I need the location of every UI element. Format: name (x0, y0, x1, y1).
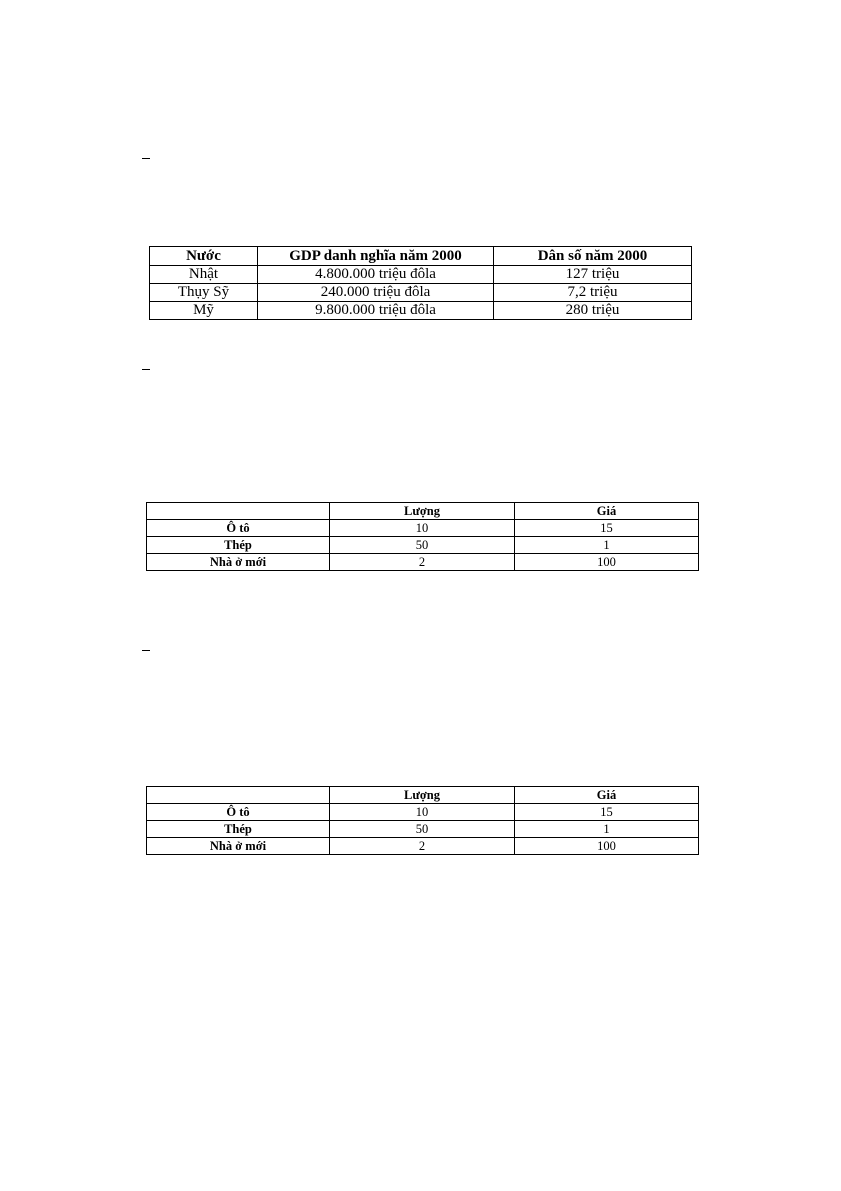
header-blank (147, 787, 330, 804)
table-row (147, 537, 699, 554)
table-cell: 2 (330, 838, 515, 855)
table-cell: 100 (515, 554, 699, 571)
goods-table-1 (146, 502, 699, 571)
table-cell: Mỹ (150, 302, 258, 320)
dash-mark-1 (142, 158, 150, 159)
header-price: Giá (515, 787, 699, 804)
dash-mark-3 (142, 650, 150, 651)
table-cell: 127 triệu (494, 266, 692, 284)
table-row (150, 266, 692, 284)
table-row (150, 284, 692, 302)
dash-mark-2 (142, 369, 150, 370)
table-cell: Ô tô (147, 804, 330, 821)
table-cell: 2 (330, 554, 515, 571)
table-cell: 4.800.000 triệu đôla (258, 266, 494, 284)
header-price: Giá (515, 503, 699, 520)
table-cell: Thụy Sỹ (150, 284, 258, 302)
table-cell: Thép (147, 821, 330, 838)
table-cell: Nhà ở mới (147, 554, 330, 571)
table-row (147, 520, 699, 537)
table-cell: Nhật (150, 266, 258, 284)
table-row (147, 554, 699, 571)
table-row (147, 821, 699, 838)
table-cell: Nhà ở mới (147, 838, 330, 855)
table-cell: 10 (330, 804, 515, 821)
table-cell: 50 (330, 821, 515, 838)
header-blank (147, 503, 330, 520)
table-cell: Ô tô (147, 520, 330, 537)
table-cell: 50 (330, 537, 515, 554)
table-cell: 7,2 triệu (494, 284, 692, 302)
header-gdp: GDP danh nghĩa năm 2000 (258, 247, 494, 266)
table-cell: 240.000 triệu đôla (258, 284, 494, 302)
gdp-table (149, 246, 692, 320)
table-header-row (147, 787, 699, 804)
table-header-row (147, 503, 699, 520)
table-cell: 15 (515, 520, 699, 537)
table-row (147, 838, 699, 855)
header-population: Dân số năm 2000 (494, 247, 692, 266)
header-quantity: Lượng (330, 787, 515, 804)
table-cell: 10 (330, 520, 515, 537)
table-cell: Thép (147, 537, 330, 554)
goods-table-2 (146, 786, 699, 855)
table-cell: 1 (515, 537, 699, 554)
table-cell: 15 (515, 804, 699, 821)
header-quantity: Lượng (330, 503, 515, 520)
table-cell: 1 (515, 821, 699, 838)
table-cell: 100 (515, 838, 699, 855)
table-row (150, 302, 692, 320)
table-cell: 9.800.000 triệu đôla (258, 302, 494, 320)
header-country: Nước (150, 247, 258, 266)
table-header-row (150, 247, 692, 266)
table-cell: 280 triệu (494, 302, 692, 320)
table-row (147, 804, 699, 821)
